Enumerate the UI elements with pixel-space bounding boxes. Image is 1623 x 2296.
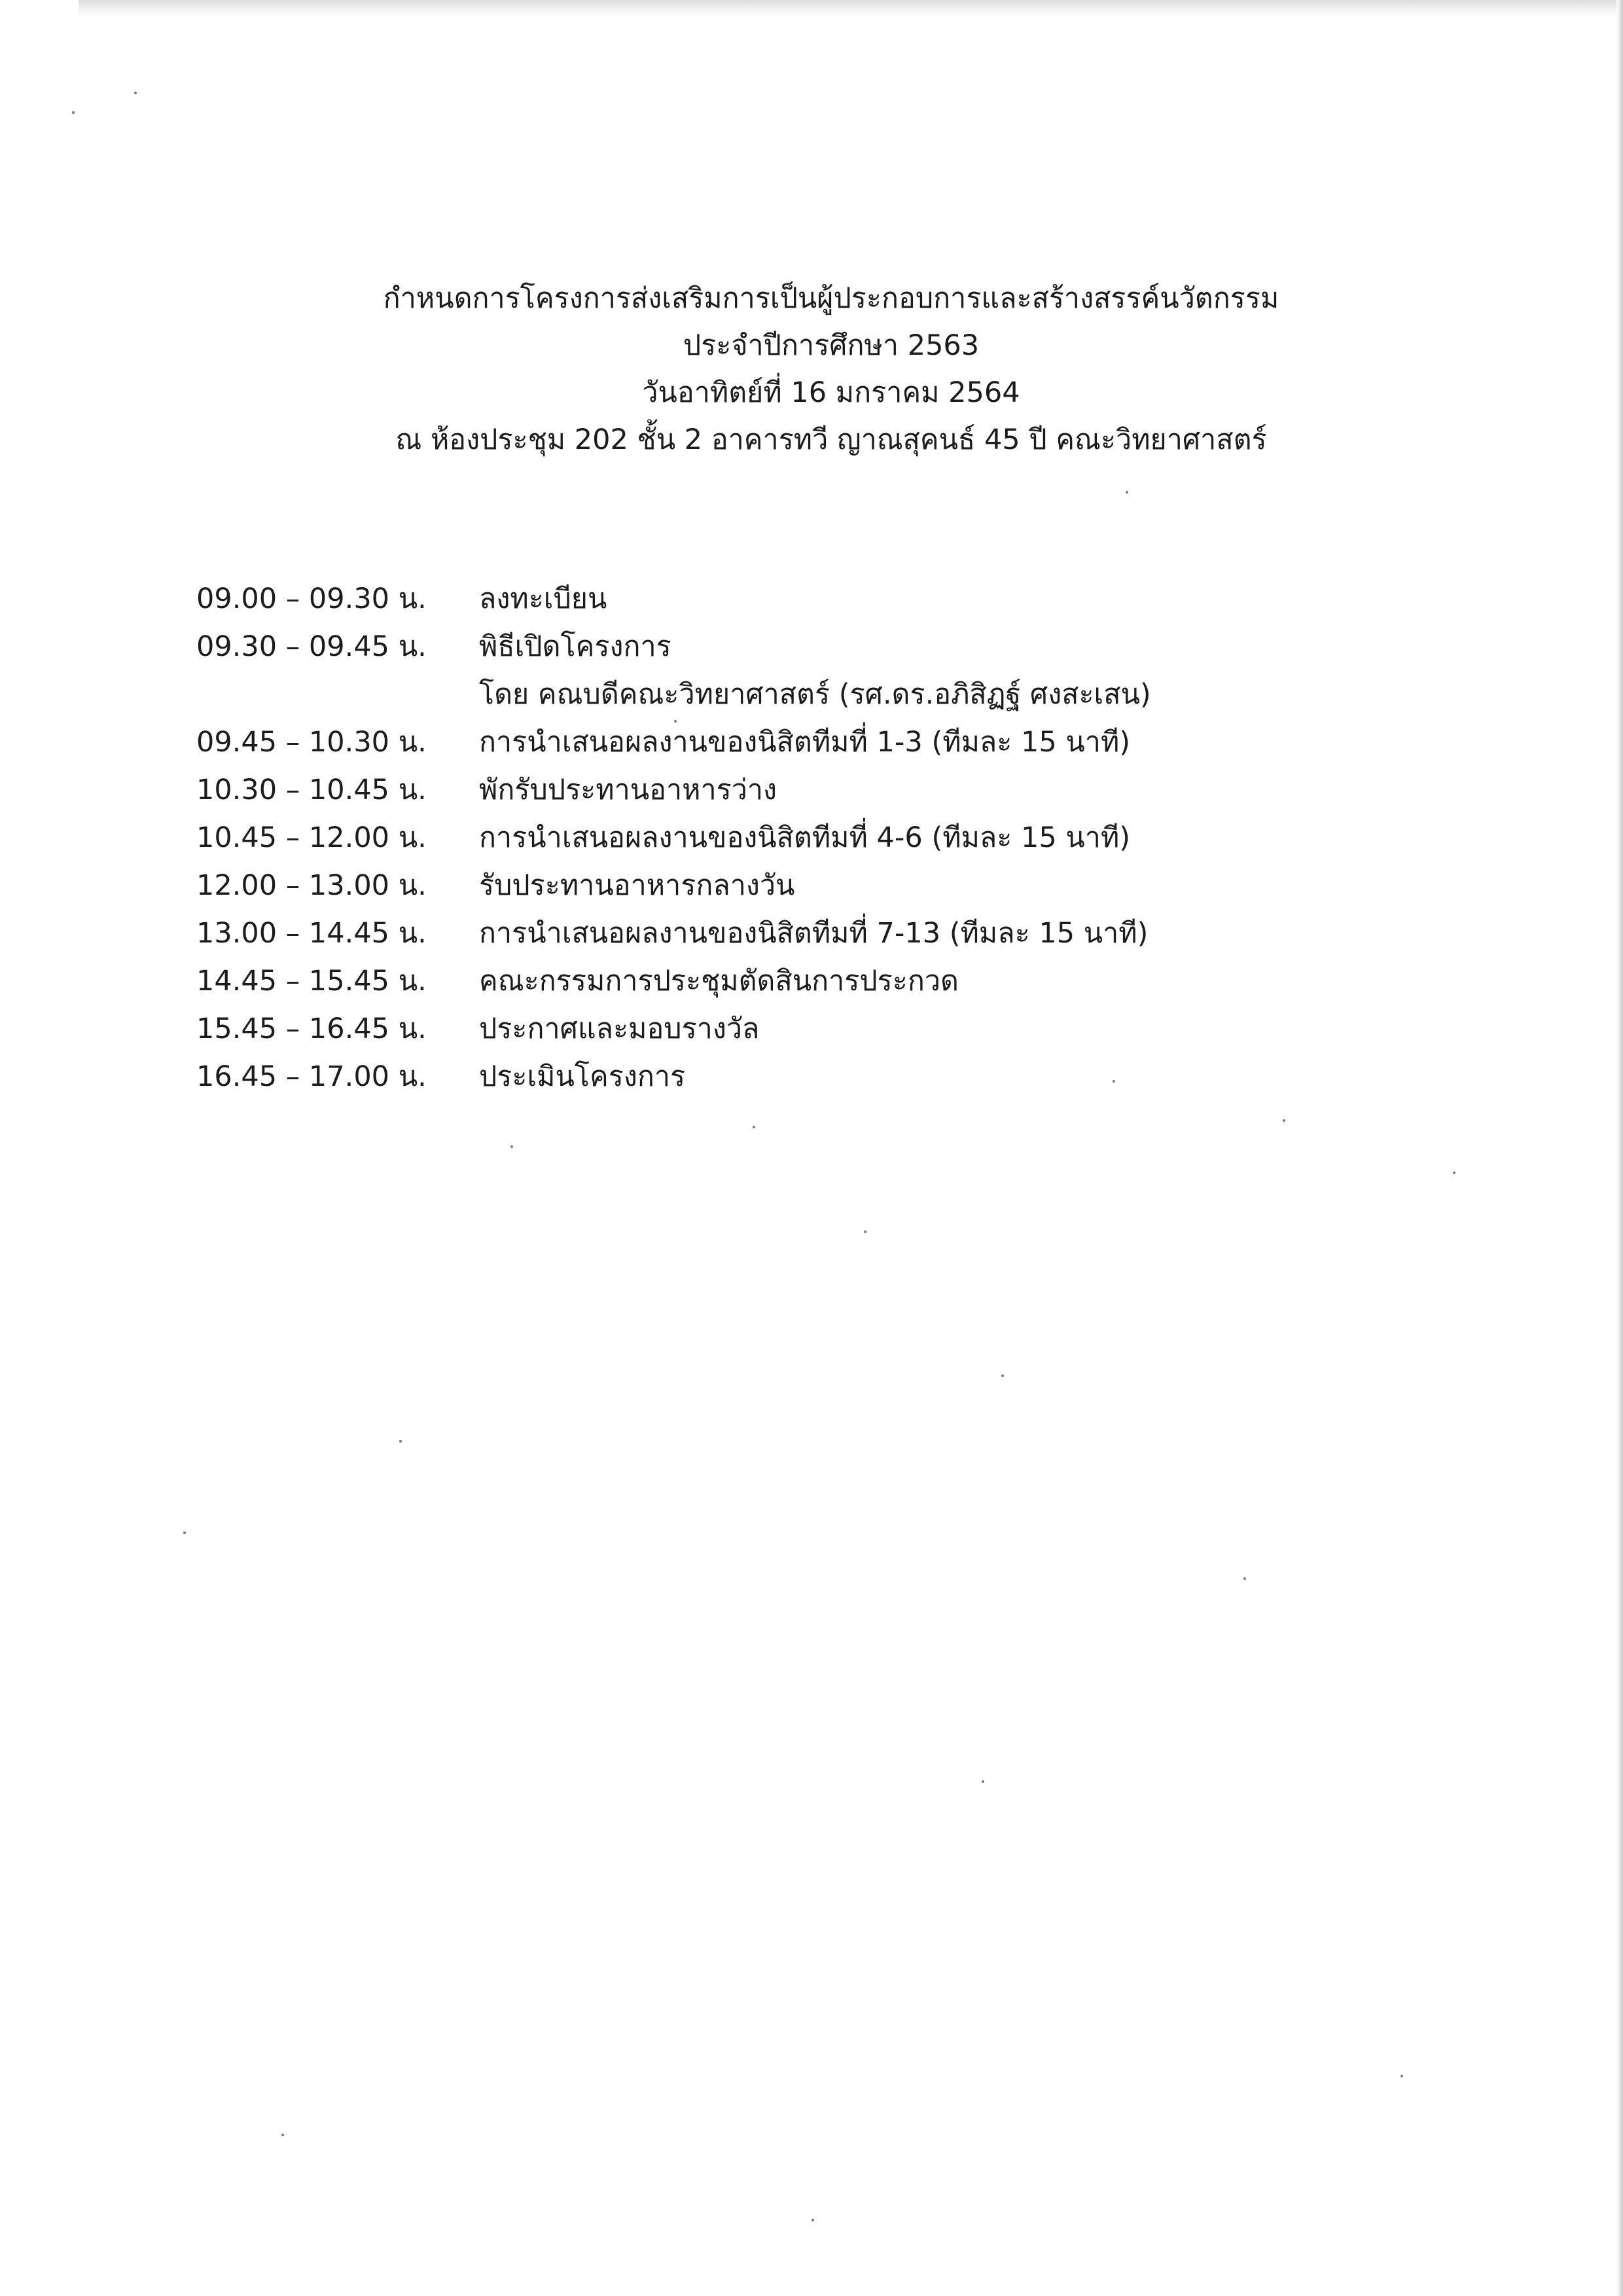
scan-speck (1001, 1374, 1004, 1377)
schedule-time: 16.45 – 17.00 น. (196, 1060, 427, 1093)
scan-edge-top (79, 0, 1623, 17)
schedule-time: 13.00 – 14.45 น. (196, 917, 427, 950)
scan-speck (1126, 491, 1128, 493)
document-header (0, 275, 1623, 463)
scan-speck (183, 1532, 186, 1534)
schedule-row (196, 958, 1440, 1006)
schedule-activity: การนำเสนอผลงานของนิสิตทีมที่ 4-6 (ทีมละ 15 นาที) (479, 821, 1131, 854)
schedule-time: 14.45 – 15.45 น. (196, 965, 427, 997)
schedule-list (196, 576, 1440, 1102)
scan-speck (510, 1145, 513, 1148)
schedule-activity: พักรับประทานอาหารว่าง (479, 774, 777, 806)
schedule-time: 10.30 – 10.45 น. (196, 774, 427, 806)
scan-speck (753, 1126, 755, 1128)
schedule-time: 09.00 – 09.30 น. (196, 583, 427, 615)
scan-speck (674, 720, 677, 723)
header-title: กำหนดการโครงการส่งเสริมการเป็นผู้ประกอบการและสร้างสรรค์นวัตกรรม (383, 282, 1279, 315)
schedule-activity: ประกาศและมอบรางวัล (479, 1013, 760, 1045)
scan-speck (1113, 1080, 1115, 1083)
schedule-time: 09.45 – 10.30 น. (196, 726, 427, 759)
schedule-time: 12.00 – 13.00 น. (196, 869, 427, 902)
schedule-activity: ลงทะเบียน (479, 583, 607, 615)
schedule-time: 15.45 – 16.45 น. (196, 1013, 427, 1045)
schedule-time: 09.30 – 09.45 น. (196, 630, 427, 663)
scan-speck (1453, 1172, 1455, 1174)
schedule-row (196, 672, 1440, 719)
header-academic-year: ประจำปีการศึกษา 2563 (683, 329, 980, 362)
schedule-row (196, 815, 1440, 863)
scan-speck (812, 2219, 814, 2221)
schedule-activity: รับประทานอาหารกลางวัน (479, 869, 795, 902)
schedule-row (196, 863, 1440, 910)
schedule-activity: ประเมินโครงการ (479, 1060, 686, 1093)
scan-speck (281, 2134, 284, 2136)
header-date: วันอาทิตย์ที่ 16 มกราคม 2564 (642, 376, 1020, 409)
scan-speck (1400, 2075, 1403, 2077)
scan-speck (982, 1780, 984, 1783)
schedule-activity: โดย คณบดีคณะวิทยาศาสตร์ (รศ.ดร.อภิสิฏฐ์ ศงสะเสน) (479, 678, 1151, 711)
scan-speck (1243, 1577, 1246, 1580)
schedule-activity: การนำเสนอผลงานของนิสิตทีมที่ 1-3 (ทีมละ 15 นาที) (479, 726, 1131, 759)
schedule-activity: พิธีเปิดโครงการ (479, 630, 671, 663)
schedule-time: 10.45 – 12.00 น. (196, 821, 427, 854)
schedule-row (196, 624, 1440, 672)
scan-speck (864, 1230, 866, 1233)
schedule-row (196, 910, 1440, 958)
schedule-activity: การนำเสนอผลงานของนิสิตทีมที่ 7-13 (ทีมละ 15 นาที) (479, 917, 1149, 950)
schedule-row (196, 1006, 1440, 1054)
scan-speck (72, 111, 75, 114)
schedule-row (196, 719, 1440, 767)
schedule-activity: คณะกรรมการประชุมตัดสินการประกวด (479, 965, 959, 997)
scan-speck (1283, 1119, 1285, 1122)
schedule-row (196, 576, 1440, 624)
schedule-row (196, 767, 1440, 815)
schedule-row (196, 1054, 1440, 1102)
header-venue: ณ ห้องประชุม 202 ชั้น 2 อาคารทวี ญาณสุคนธ์ 45 ปี คณะวิทยาศาสตร์ (395, 423, 1267, 456)
scan-speck (399, 1440, 402, 1443)
scan-speck (134, 92, 137, 94)
